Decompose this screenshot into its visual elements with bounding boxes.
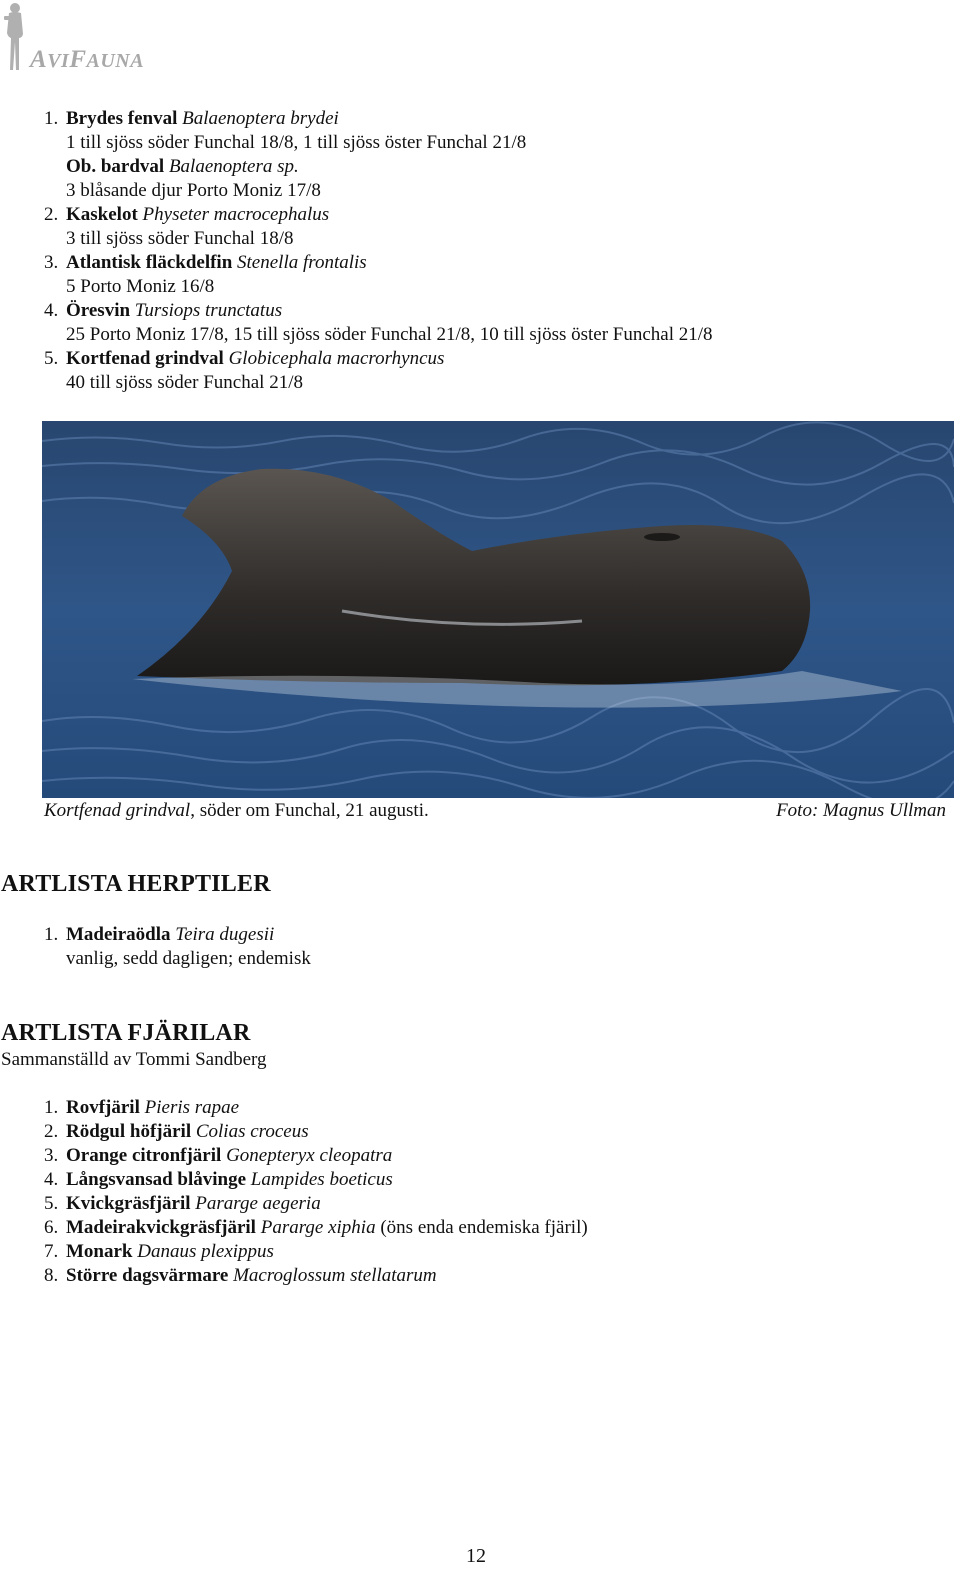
list-item: 7. Monark Danaus plexippus — [44, 1241, 274, 1262]
caption-text: Kortfenad grindval, söder om Funchal, 21 augusti. — [44, 800, 429, 821]
whale-species-list — [44, 107, 713, 395]
photo-credit: Foto: Magnus Ullman — [776, 800, 946, 821]
list-item: 4. Öresvin Tursiops trunctatus 25 Porto Moniz 17/8, 15 till sjöss söder Funchal 21/8, 10 till sjöss öster Funchal 21/8 — [44, 300, 713, 345]
list-item: 6. Madeirakvickgräsfjäril Pararge xiphia (öns enda endemiska fjäril) — [44, 1217, 588, 1238]
list-item: Ob. bardval Balaenoptera sp. 3 blåsande djur Porto Moniz 17/8 — [66, 156, 321, 201]
list-item: 3. Atlantisk fläckdelfin Stenella frontalis 5 Porto Moniz 16/8 — [44, 252, 367, 297]
logo-text: AVIFAUNA — [30, 46, 145, 73]
page-number: 12 — [466, 1545, 486, 1567]
fjarilar-subtitle: Sammanställd av Tommi Sandberg — [1, 1049, 267, 1070]
fjarilar-heading: ARTLISTA FJÄRILAR — [1, 1020, 251, 1046]
list-item: 3. Orange citronfjäril Gonepteryx cleopatra — [44, 1145, 393, 1166]
list-item: 5. Kortfenad grindval Globicephala macrorhyncus 40 till sjöss söder Funchal 21/8 — [44, 348, 445, 393]
list-item: 8. Större dagsvärmare Macroglossum stellatarum — [44, 1265, 437, 1286]
pilot-whale-photo — [42, 421, 954, 798]
herptiler-heading: ARTLISTA HERPTILER — [1, 871, 271, 897]
birdwatcher-figure-icon — [2, 2, 28, 74]
list-item: 2. Rödgul höfjäril Colias croceus — [44, 1121, 309, 1142]
list-item: 2. Kaskelot Physeter macrocephalus 3 till sjöss söder Funchal 18/8 — [44, 204, 330, 249]
list-item: 4. Långsvansad blåvinge Lampides boeticus — [44, 1169, 393, 1190]
list-item: 1. Brydes fenval Balaenoptera brydei 1 till sjöss söder Funchal 18/8, 1 till sjöss öster Funchal 21/8 — [44, 108, 527, 153]
list-item: 5. Kvickgräsfjäril Pararge aegeria — [44, 1193, 321, 1214]
list-item: 1. Rovfjäril Pieris rapae — [44, 1097, 240, 1118]
herptiler-list — [44, 923, 311, 971]
list-item: 1. Madeiraödla Teira dugesii vanlig, sedd dagligen; endemisk — [44, 924, 311, 969]
avifauna-logo — [2, 0, 182, 80]
fjarilar-list — [44, 1096, 588, 1288]
